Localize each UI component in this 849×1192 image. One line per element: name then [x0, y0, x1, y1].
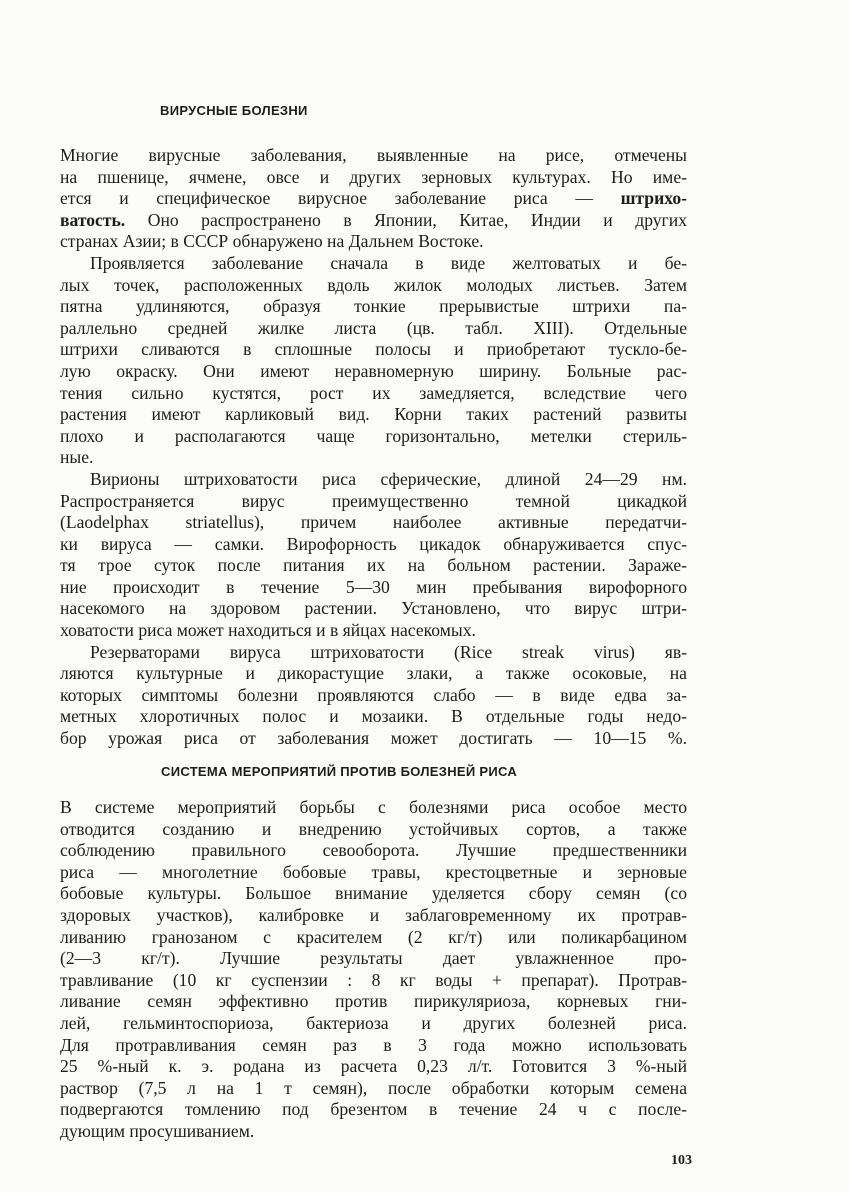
text-run: ется и специфическое вирусное заболевание риса — — [60, 188, 593, 209]
text-line: лых точек, расположенных вдоль жилок молодых листьев. Затем — [60, 274, 687, 295]
text-line: метных хлоротичных полос и мозаики. В отдельные годы недо- — [60, 706, 687, 727]
text-line: Резерваторами вируса штриховатости (Rice streak virus) яв- — [90, 641, 687, 662]
text-line: раллельно средней жилке листа (цв. табл. XIII). Отдельные — [60, 317, 687, 338]
text-line: Проявляется заболевание сначала в виде желтоватых и бе- — [90, 252, 687, 273]
text-line: ки вируса — самки. Вирофорность цикадок обнаруживается спус- — [60, 533, 687, 554]
text-line: травливание (10 кг суспензии : 8 кг воды + препарат). Протрав- — [60, 969, 687, 990]
text-line: на пшенице, ячмене, овсе и других зерновых культурах. Но име- — [60, 166, 687, 187]
page-number: 103 — [671, 1153, 692, 1168]
text-run: Оно распространено в Японии, Китае, Индии и других — [125, 209, 687, 230]
text-line: штрихи сливаются в сплошные полосы и приобретают тускло-бе- — [60, 339, 687, 360]
text-line: (Laodelphax striatellus), причем наиболее активные передатчи- — [60, 512, 687, 533]
bold-term: штрихо- — [620, 188, 687, 209]
section-heading-viral-diseases: ВИРУСНЫЕ БОЛЕЗНИ — [160, 103, 308, 118]
text-line: дующим просушиванием. — [60, 1120, 255, 1141]
text-line: Для протравливания семян раз в 3 года можно использовать — [60, 1034, 687, 1055]
text-line: риса — многолетние бобовые травы, крестоцветные и зерновые — [60, 861, 687, 882]
section-body-control-measures — [60, 797, 687, 1143]
bold-term: ватость. — [60, 209, 126, 230]
text-line: бор урожая риса от заболевания может достигать — 10—15 %. — [60, 728, 687, 749]
text-line: тя трое суток после питания их на больном растении. Зараже- — [60, 555, 687, 576]
text-line: В системе мероприятий борьбы с болезнями риса особое место — [60, 797, 687, 817]
text-line: отводится созданию и внедрению устойчивых сортов, а также — [60, 818, 687, 839]
text-line: лую окраску. Они имеют неравномерную ширину. Больные рас- — [60, 360, 687, 381]
section-heading-control-measures: СИСТЕМА МЕРОПРИЯТИЙ ПРОТИВ БОЛЕЗНЕЙ РИСА — [161, 764, 518, 779]
text-line: Многие вирусные заболевания, выявленные на рисе, отмечены — [60, 145, 687, 165]
text-line: ные. — [60, 447, 94, 468]
text-line — [60, 188, 687, 210]
text-line: здоровых участков), калибровке и заблаговременному их протрав- — [60, 904, 687, 925]
text-line: ховатости риса может находиться и в яйцах насекомых. — [60, 620, 476, 641]
text-line: Вирионы штриховатости риса сферические, длиной 24—29 нм. — [90, 468, 687, 489]
text-line: соблюдению правильного севооборота. Лучшие предшественники — [60, 840, 687, 861]
text-line: ливание семян эффективно против пирикуляриоза, корневых гни- — [60, 991, 687, 1012]
text-line: раствор (7,5 л на 1 т семян), после обработки которым семена — [60, 1077, 687, 1098]
text-line: насекомого на здоровом растении. Установлено, что вирус штри- — [60, 598, 687, 619]
text-line: странах Азии; в СССР обнаружено на Дальнем Востоке. — [60, 231, 484, 252]
text-line: пятна удлиняются, образуя тонкие прерывистые штрихи па- — [60, 296, 687, 317]
text-line: растения имеют карликовый вид. Корни таких растений развиты — [60, 404, 687, 425]
text-line: Распространяется вирус преимущественно темной цикадкой — [60, 490, 687, 511]
text-line: (2—3 кг/т). Лучшие результаты дает увлажненное про- — [60, 948, 687, 969]
text-line: ние происходит в течение 5—30 мин пребывания вирофорного — [60, 576, 687, 597]
text-line: ляются культурные и дикорастущие злаки, а также осоковые, на — [60, 663, 687, 684]
text-line — [60, 210, 687, 232]
text-line: которых симптомы болезни проявляются слабо — в виде едва за- — [60, 684, 687, 705]
text-line: 25 %-ный к. э. родана из расчета 0,23 л/т. Готовится 3 %-ный — [60, 1056, 687, 1077]
text-line: тения сильно кустятся, рост их замедляется, вследствие чего — [60, 382, 687, 403]
text-line: лей, гельминтоспориоза, бактериоза и других болезней риса. — [60, 1012, 687, 1033]
text-line: бобовые культуры. Большое внимание уделяется сбору семян (со — [60, 883, 687, 904]
section-body-viral-diseases — [60, 145, 687, 750]
text-line: подвергаются томлению под брезентом в течение 24 ч с после- — [60, 1099, 687, 1120]
text-line: плохо и располагаются чаще горизонтально, метелки стериль- — [60, 425, 687, 446]
text-line: ливанию гранозаном с красителем (2 кг/т) или поликарбацином — [60, 926, 687, 947]
